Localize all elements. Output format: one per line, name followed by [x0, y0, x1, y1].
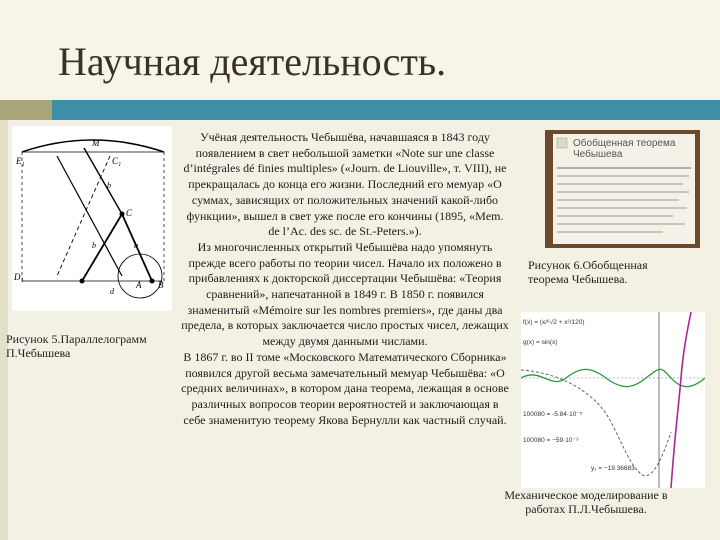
graph-label-y1: y₁ = −19.36683	[591, 465, 635, 472]
function-graph	[521, 312, 705, 488]
label-c: C	[126, 208, 133, 218]
label-a: A	[136, 280, 142, 290]
slide-title: Научная деятельность.	[58, 39, 447, 84]
graph-label-f: f(x) = (x/⁶√2 + x²/120)	[523, 319, 585, 326]
figure-7-caption: Механическое моделирование в работах П.Л.Чебышева.	[504, 488, 668, 516]
graph-label-integral-1: 100080 = -5.84·10⁻⁵	[523, 411, 583, 418]
label-d1: D₁	[14, 272, 24, 282]
graph-plot	[521, 312, 705, 488]
graph-label-g: g(x) = sin(x)	[523, 339, 558, 346]
mechanism-diagram	[12, 126, 172, 311]
paragraph-3: В 1867 г. во II томе «Московского Математического Сборника» появился другой весьма замечательный мемуар Чебышёва: «О средних величинах», в котором дана теорема, лежащая в основе различных вопросов теории вероятностей и заключающая в себе знаменитую теорему Якова Бернулли как частный случай.	[181, 349, 509, 427]
label-c1: C₁	[112, 156, 122, 166]
book-text-lines	[553, 134, 695, 244]
label-b-2: b	[92, 241, 96, 250]
label-b-1: b	[107, 181, 111, 190]
body-text	[180, 130, 510, 428]
label-e1: E₁	[16, 156, 25, 166]
figure-5-caption: Рисунок 5.Параллелограмм П.Чебышева	[6, 332, 147, 360]
mechanism-figure	[12, 126, 172, 311]
paragraph-1: Учёная деятельность Чебышёва, начавшаяся в 1843 году появлением в свет небольшой заметки «Note sur une classe d’intégrales dé finies multiples» («Journ. de Liouville», т. VIII), не прекращалась до конца его жизни. Последний его мемуар «О суммах, зависящих от положительных значений какой-либо функции», вышел в свет уже после его кончины (1895, «Mem. de l’Ac. des sc. de St.-Peters.»).	[183, 130, 507, 239]
title-underline-olive	[0, 100, 52, 120]
title-underline-blue	[52, 100, 720, 120]
book-page	[553, 134, 695, 244]
book-page-title: Обобщенная теорема Чебышева	[573, 138, 676, 160]
figure-6-caption: Рисунок 6.Обобщенная теорема Чебышева.	[528, 258, 648, 286]
theorem-book-image	[545, 130, 700, 248]
graph-label-integral-2: 100080 = −59·10⁻⁹	[523, 437, 579, 444]
label-b-3: b	[134, 241, 138, 250]
label-m: M	[92, 138, 100, 148]
label-d: d	[110, 287, 114, 296]
label-b: B	[158, 280, 164, 290]
paragraph-2: Из многочисленных открытий Чебышёва надо упомянуть прежде всего работы по теории чисел. Начало их положено в прибавлениях к докторской диссертации Чебышёва: «Теория сравнений», напечатанной в 1849 г. В 1850 г. появился знаменитый «Mémoire sur les nombres premiers», где даны два предела, в которых заключается число простых чисел, лежащих между двумя данными числами.	[181, 239, 509, 349]
